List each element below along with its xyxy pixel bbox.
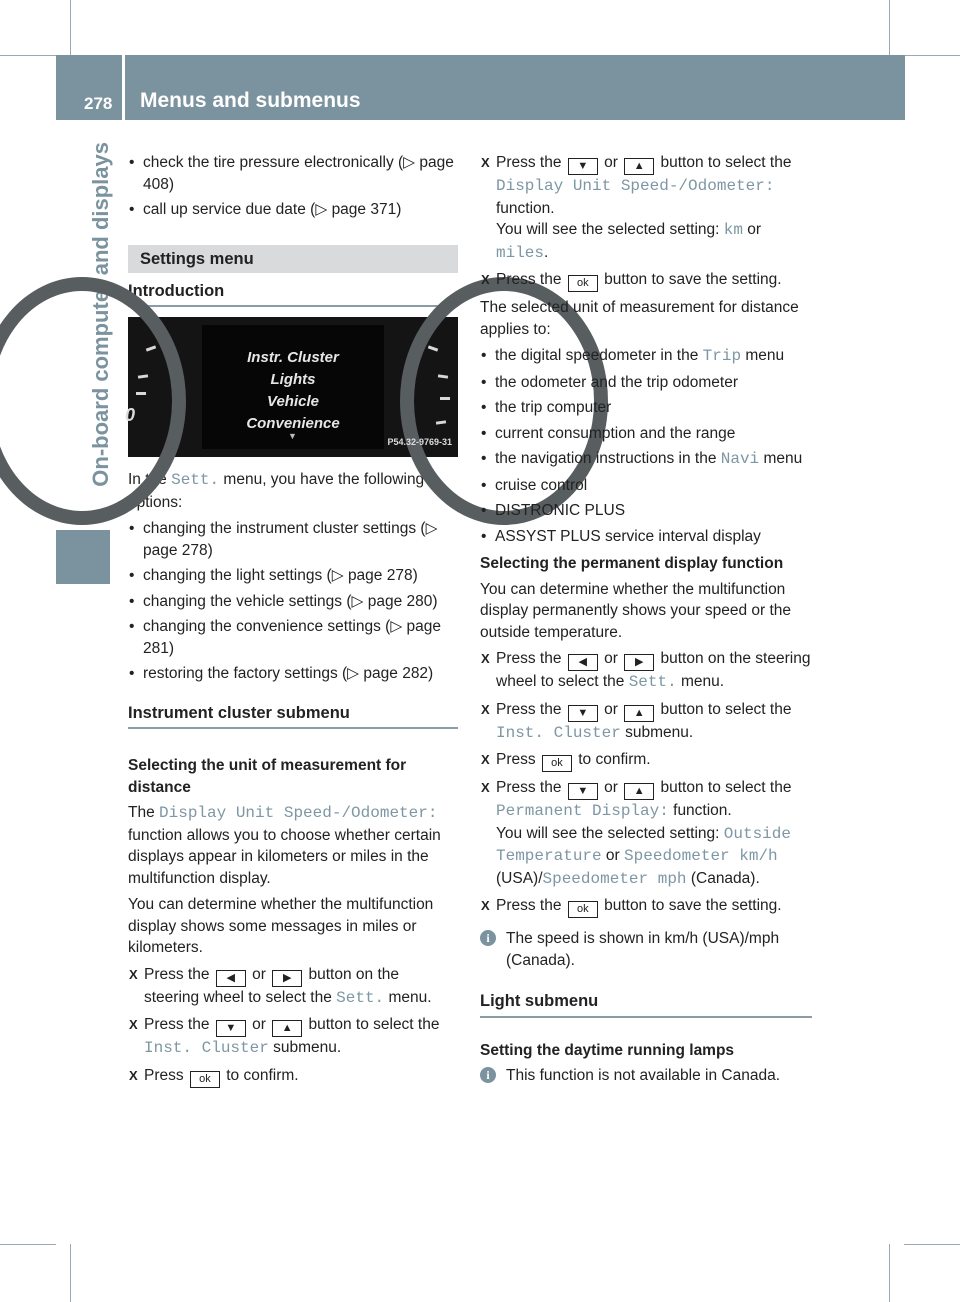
ok-key-icon: ok: [568, 901, 598, 918]
list-item: • the digital speedometer in the Trip menu: [480, 345, 812, 368]
menu-item: Instr. Cluster: [247, 349, 339, 366]
up-arrow-key-icon: ▲: [624, 783, 654, 800]
chapter-tab-label: On-board computer and displays: [88, 142, 113, 487]
ok-key-icon: ok: [190, 1071, 220, 1088]
step: X Press the ok button to save the setting.: [480, 895, 812, 918]
step: X Press the ◀ or ▶ button on the steering wheel to select the Sett. menu.: [128, 964, 458, 1010]
page-number: 278: [84, 94, 113, 113]
paragraph: The Display Unit Speed-/Odometer: function allows you to choose whether certain displays appear in kilometers or miles in the multifunction display.: [128, 804, 441, 887]
info-note: i This function is not available in Canada.: [480, 1065, 812, 1087]
up-arrow-key-icon: ▲: [272, 1020, 302, 1037]
page-link[interactable]: page 282): [363, 665, 434, 682]
paragraph: You can determine whether the multifunction display permanently shows your speed or the outside temperature.: [480, 580, 792, 641]
left-arrow-key-icon: ◀: [568, 654, 598, 671]
heading-introduction: Introduction: [128, 281, 458, 308]
ok-key-icon: ok: [542, 755, 572, 772]
down-arrow-key-icon: ▼: [216, 1020, 246, 1037]
heading-daytime-lamps: Setting the daytime running lamps: [480, 1041, 735, 1059]
step: X Press the ▼ or ▲ button to select the Display Unit Speed-/Odometer: function. You will see the selected setting: km or miles.: [480, 152, 812, 264]
section-title: Settings menu: [128, 245, 458, 273]
page-link[interactable]: page 281): [143, 618, 442, 657]
heading-light-submenu: Light submenu: [480, 991, 812, 1018]
down-arrow-key-icon: ▼: [568, 783, 598, 800]
list-item: • changing the light settings (▷ page 278): [128, 565, 458, 587]
paragraph: In the Sett. menu, you have the following options:: [128, 471, 425, 511]
heading-unit: Selecting the unit of measurement for distance: [128, 757, 407, 796]
list-item: • changing the vehicle settings (▷ page 280): [128, 591, 458, 613]
page-ref-icon: ▷: [331, 567, 344, 584]
right-arrow-key-icon: ▶: [624, 654, 654, 671]
menu-item: Lights: [270, 371, 316, 388]
list-item: • check the tire pressure electronically (▷ page 408): [128, 152, 458, 195]
menu-item: Convenience: [246, 415, 340, 432]
step: X Press ok to confirm.: [480, 749, 812, 772]
step: X Press ok to confirm.: [128, 1065, 458, 1088]
up-arrow-key-icon: ▲: [624, 158, 654, 175]
step: X Press the ok button to save the setting.: [480, 269, 812, 292]
list-item: • DISTRONIC PLUS: [480, 500, 812, 522]
gauge-zero: 0: [125, 405, 136, 425]
right-column: [480, 152, 812, 1092]
list-item: • the trip computer: [480, 397, 812, 419]
down-arrow-key-icon: ▼: [568, 158, 598, 175]
list-item: • cruise control: [480, 475, 812, 497]
right-arrow-key-icon: ▶: [272, 970, 302, 987]
page-ref-icon: ▷: [403, 154, 416, 171]
step: X Press the ◀ or ▶ button on the steering wheel to select the Sett. menu.: [480, 648, 812, 694]
page-title: Menus and submenus: [140, 89, 361, 112]
page-ref-icon: ▷: [351, 592, 364, 610]
step: X Press the ▼ or ▲ button to select the Inst. Cluster submenu.: [128, 1014, 458, 1060]
ok-key-icon: ok: [568, 275, 598, 292]
step: X Press the ▼ or ▲ button to select the Permanent Display: function. You will see the selected setting: Outside Temperature or Speedometer km/h (USA)/Speedometer mph (Canada).: [480, 777, 812, 890]
info-icon: i: [480, 930, 496, 946]
paragraph: You can determine whether the multifunction display shows some messages in miles or kilometers.: [128, 896, 434, 956]
list-item: • the navigation instructions in the Navi menu: [480, 448, 812, 471]
heading-instrument-cluster: Instrument cluster submenu: [128, 703, 458, 730]
page-ref-icon: ▷: [315, 201, 328, 218]
list-item: • changing the convenience settings (▷ page 281): [128, 616, 458, 659]
info-note: i The speed is shown in km/h (USA)/mph (Canada).: [480, 928, 812, 971]
heading-permanent-display: Selecting the permanent display function: [480, 555, 784, 572]
paragraph: The selected unit of measurement for distance applies to:: [480, 299, 799, 338]
left-arrow-key-icon: ◀: [216, 970, 246, 987]
list-item: • current consumption and the range: [480, 423, 812, 445]
page-ref-icon: ▷: [347, 665, 360, 682]
image-code: P54.32-9769-31: [387, 436, 452, 447]
list-item: • restoring the factory settings (▷ page 282): [128, 663, 458, 685]
scroll-down-icon: ▼: [288, 430, 297, 441]
menu-item: Vehicle: [267, 393, 319, 410]
list-item: • call up service due date (▷ page 371): [128, 199, 458, 221]
left-column: [125, 152, 458, 1093]
chapter-marker: [56, 530, 110, 584]
page-link[interactable]: page 408): [143, 154, 454, 193]
list-item: • the odometer and the trip odometer: [480, 372, 812, 394]
page-link[interactable]: page 278): [143, 541, 213, 559]
up-arrow-key-icon: ▲: [624, 705, 654, 722]
step: X Press the ▼ or ▲ button to select the Inst. Cluster submenu.: [480, 699, 812, 745]
page-link[interactable]: page 278): [347, 567, 418, 584]
page-link[interactable]: page 280): [367, 592, 438, 610]
list-item: • ASSYST PLUS service interval display: [480, 526, 812, 548]
page-ref-icon: ▷: [390, 618, 403, 635]
page-ref-icon: ▷: [425, 520, 438, 537]
header-divider: [122, 55, 125, 120]
page-link[interactable]: page 371): [331, 201, 402, 218]
instrument-cluster-image: [125, 317, 458, 457]
list-item: • changing the instrument cluster settings (▷ page 278): [128, 518, 458, 561]
info-icon: i: [480, 1067, 496, 1083]
down-arrow-key-icon: ▼: [568, 705, 598, 722]
